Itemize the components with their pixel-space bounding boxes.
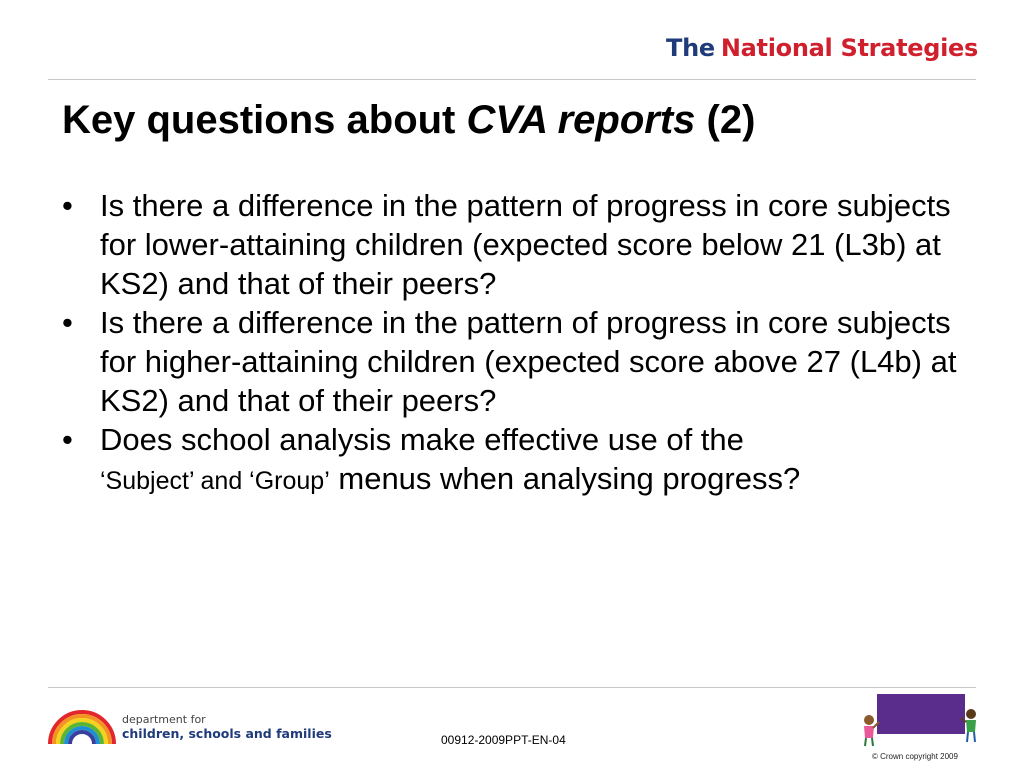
rainbow-logo-icon xyxy=(46,706,118,746)
bullet-text-line1: Does school analysis make effective use of the xyxy=(100,422,744,457)
bullet-item xyxy=(62,420,982,501)
bullet-text-rest: menus when analysing progress? xyxy=(329,461,801,496)
bullet-dot: • xyxy=(62,305,73,340)
bullet-item xyxy=(62,303,982,420)
national-strategies-logo xyxy=(666,34,978,62)
bullet-text: Is there a difference in the pattern of progress in core subjects for higher-attaining children (expected score above 27 (L4b) at KS2) and that of their peers? xyxy=(100,305,957,418)
top-divider xyxy=(48,79,976,80)
bullet-text-small: ‘Subject’ and ‘Group’ xyxy=(100,467,330,495)
bullet-list xyxy=(62,186,982,501)
bottom-divider xyxy=(48,687,976,688)
slide-title: Key questions about CVA reports (2) xyxy=(62,98,756,142)
bullet-dot: • xyxy=(62,422,73,457)
brand-name: National Strategies xyxy=(720,34,978,62)
children-banner-icon xyxy=(855,692,981,750)
dcsf-line2: children, schools and families xyxy=(122,726,332,741)
bullet-dot: • xyxy=(62,188,73,223)
bullet-item xyxy=(62,186,982,303)
title-italic: CVA reports xyxy=(466,98,696,142)
brand-the: The xyxy=(666,34,715,62)
document-reference: 00912-2009PPT-EN-04 xyxy=(441,733,566,747)
dcsf-line1: department for xyxy=(122,713,206,726)
dcsf-logo-text xyxy=(122,713,332,742)
copyright-notice: © Crown copyright 2009 xyxy=(872,752,958,761)
bullet-text: Is there a difference in the pattern of progress in core subjects for lower-attaining children (expected score below 21 (L3b) at KS2) and that of their peers? xyxy=(100,188,951,301)
